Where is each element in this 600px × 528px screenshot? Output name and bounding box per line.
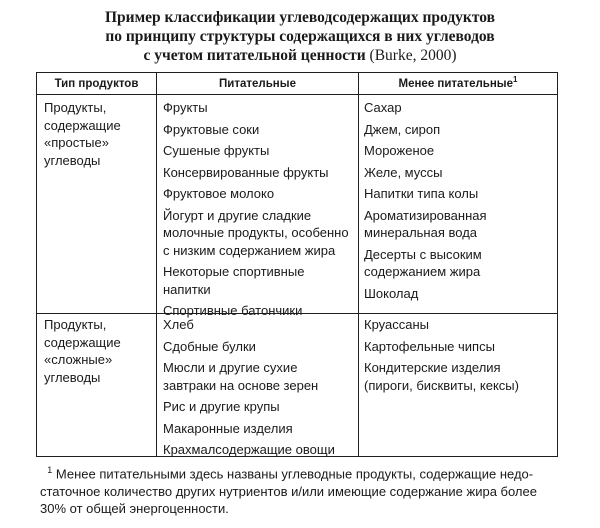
header-nutritious-label: Питательные (219, 78, 296, 90)
footnote (40, 462, 580, 518)
type-label-line: углеводы (44, 369, 101, 385)
footnote-line-2: статочное количество других нутриентов и/или имеющие содержание жира более (40, 483, 537, 499)
row-simple-type (44, 99, 121, 169)
header-less-nutritious-label: Менее питательные (398, 78, 514, 90)
food-item: Желе, муссы (364, 164, 443, 180)
food-item: Джем, сироп (364, 121, 441, 137)
food-item: напитки (163, 281, 211, 297)
food-item: Йогурт и другие сладкие (163, 207, 312, 223)
food-item: Сдобные булки (163, 338, 256, 354)
food-item: содержанием жира (364, 264, 481, 279)
food-item: Сахар (364, 100, 402, 115)
food-item: Мюсли и другие сухие (163, 360, 298, 375)
food-item: Рис и другие крупы (163, 399, 280, 414)
food-item: Кондитерские изделия (364, 360, 501, 375)
title-line-1: Пример классификации углеводсодержащих продуктов (104, 9, 496, 26)
food-item: Фрукты (163, 100, 208, 115)
type-label-line: содержащие (44, 117, 121, 133)
food-item: Шоколад (364, 285, 419, 301)
food-item: Десерты с высоким (364, 246, 482, 262)
type-label-line: «простые» (44, 135, 109, 150)
food-item: минеральная вода (364, 225, 478, 240)
food-item: Круассаны (364, 317, 429, 332)
food-item: Спортивные батончики (163, 303, 303, 318)
header-less-nutritious (359, 76, 557, 92)
title-line-3: с учетом питательной ценности (143, 47, 366, 64)
classification-table (36, 72, 558, 457)
food-item: Напитки типа колы (364, 186, 479, 201)
footnote-marker: 1 (513, 75, 518, 85)
food-item: Мороженое (364, 143, 435, 158)
row-complex-less-nutritious (364, 316, 519, 394)
food-item: молочные продукты, особенно (163, 225, 349, 240)
document-title (0, 8, 600, 65)
type-label-line: содержащие (44, 334, 121, 350)
food-item: с низким содержанием жира (163, 242, 336, 258)
food-item: Хлеб (163, 317, 194, 332)
food-item: Ароматизированная (364, 207, 487, 223)
column-divider (358, 73, 359, 456)
footnote-mark: 1 (47, 465, 53, 475)
food-item: Картофельные чипсы (364, 338, 495, 354)
row-simple-nutritious (163, 99, 349, 320)
food-item: завтраки на основе зерен (163, 377, 319, 393)
title-line-2: по принципу структуры содержащихся в них углеводов (105, 28, 495, 45)
food-item: Фруктовое молоко (163, 186, 275, 201)
food-item: Макаронные изделия (163, 420, 293, 436)
row-complex-type (44, 316, 121, 386)
food-item: (пироги, бисквиты, кексы) (364, 377, 519, 393)
food-item: Некоторые спортивные (163, 264, 305, 279)
type-label-line: Продукты, (44, 317, 107, 332)
column-divider (156, 73, 157, 456)
food-item: Крахмалсодержащие овощи (163, 442, 335, 457)
footnote-line-3: 30% от общей энергоценности. (40, 501, 229, 517)
type-label-line: «сложные» (44, 352, 113, 367)
footnote-line-1: Менее питательными здесь названы углеводные продукты, содержащие недо- (55, 466, 534, 482)
row-simple-less-nutritious (364, 99, 487, 302)
header-product-type: Тип продуктов (54, 78, 139, 90)
header-divider (37, 94, 557, 95)
row-complex-nutritious (163, 316, 335, 459)
food-item: Сушеные фрукты (163, 143, 270, 158)
food-item: Консервированные фрукты (163, 164, 329, 180)
type-label-line: углеводы (44, 152, 101, 168)
type-label-line: Продукты, (44, 100, 107, 115)
title-citation: (Burke, 2000) (369, 47, 457, 64)
header-nutritious (157, 76, 358, 92)
food-item: Фруктовые соки (163, 121, 260, 137)
